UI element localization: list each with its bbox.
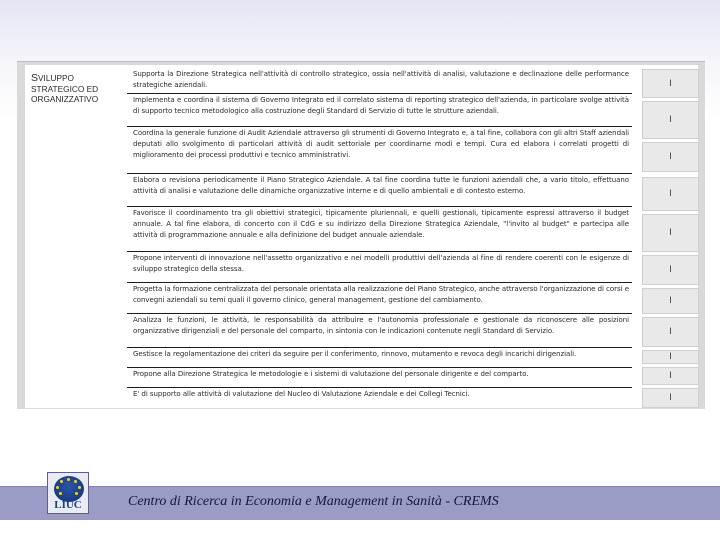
activity-text: E' di supporto alle attività di valutazione del Nucleo di Valutazione Aziendale e dei Collegi Tecnici. (133, 390, 470, 398)
mark-cell: I (642, 288, 699, 314)
mark-cell: I (642, 350, 699, 364)
activity-row (127, 207, 632, 252)
activity-row (127, 314, 632, 348)
activities-table (25, 65, 698, 408)
activity-row (127, 174, 632, 207)
logo-star-icon (75, 492, 78, 495)
mark-cell: I (642, 142, 699, 172)
logo-star-icon (59, 492, 62, 495)
logo-star-icon (67, 478, 70, 481)
activity-row (127, 348, 632, 368)
activity-rows (127, 68, 632, 398)
activity-text: Coordina la generale funzione di Audit Aziendale attraverso gli strumenti di Governo Integrato e, a tal fine, collabora con gli altri Staff aziendali deputati allo svolgimento di particolari attività di audit settoriale per coordinarne modi e tempi. Cura ed elabora i correlati progetti di miglioramento dei processi produttivi e tecnico amministrativi. (133, 129, 629, 160)
activity-text: Progetta la formazione centralizzata del personale orientata alla realizzazione del Piano Strategico, anche attraverso l'organizzazione di corsi e convegni aziendali su temi quali il governo clinico, general management, gestione del cambiamento. (133, 285, 629, 305)
activity-row (127, 388, 632, 408)
mark-cell: I (642, 388, 699, 408)
activity-row (127, 127, 632, 174)
mark-cell: I (642, 255, 699, 285)
activity-row (127, 94, 632, 127)
section-title-line: ORGANIZZATIVO (31, 94, 99, 104)
activity-text: Propone interventi di innovazione nell'assetto organizzativo e nei modelli produttivi dell'azienda al fine di rendere coerenti con le esigenze di sviluppo strategico della stessa. (133, 254, 629, 274)
section-title-line: SVILUPPO (31, 72, 74, 84)
activity-row (127, 252, 632, 283)
logo-star-icon (56, 486, 59, 489)
section-title (31, 73, 117, 105)
activity-text: Implementa e coordina il sistema di Governo Integrato ed il correlato sistema di reporting strategico dell'azienda, in particolare svolge attività di supporto tecnico metodologico alla costruzione degli Standard di Servizio di tutte le strutture aziendali. (133, 96, 629, 116)
activity-row (127, 283, 632, 314)
footer-text: Centro di Ricerca in Economia e Management in Sanità - CREMS (128, 494, 499, 509)
footer-bar (0, 486, 720, 520)
mark-cell: I (642, 177, 699, 211)
document-panel (17, 61, 705, 409)
mark-cell: I (642, 367, 699, 385)
mark-cell: I (642, 317, 699, 347)
section-title-line: STRATEGICO ED (31, 83, 99, 94)
logo-star-icon (78, 486, 81, 489)
logo-text: LIUC (54, 499, 82, 511)
activity-text: Analizza le funzioni, le attività, le responsabilità da attribuire e l'autonomia professionale e gestionale da riconoscere alle posizioni organizzative dirigenziali e del personale del comparto, in sintonia con le indicazioni contenute negli Standard di Servizio. (133, 316, 629, 336)
logo-star-icon (74, 480, 77, 483)
activity-text: Propone alla Direzione Strategica le metodologie e i sistemi di valutazione del personale dirigente e del comparto. (133, 370, 529, 378)
mark-cell: I (642, 214, 699, 252)
mark-cell: I (642, 69, 699, 98)
activity-row (127, 368, 632, 388)
activity-text: Gestisce la regolamentazione dei criteri da seguire per il conferimento, rinnovo, mutamento e revoca degli incarichi dirigenziali. (133, 350, 577, 358)
mark-cell: I (642, 101, 699, 139)
liuc-logo (47, 472, 89, 514)
activity-row (127, 68, 632, 94)
activity-text: Favorisce il coordinamento tra gli obiettivi strategici, tipicamente pluriennali, e quelli gestionali, tipicamente espressi attraverso il budget annuale. A tal fine elabora, di concerto con il CdG e su indirizzo della Direzione Strategica Aziendale, "l'invito al budget" e partecipa alle attività di programmazione annuale e alla definizione del budget annuale aziendale. (133, 209, 629, 240)
activity-text: Elabora o revisiona periodicamente il Piano Strategico Aziendale. A tal fine coordina tutte le funzioni aziendali che, a vario titolo, effettuano attività di analisi e valutazione delle dinamiche organizzative interne e di quello ambientali e di contesto esterno. (133, 176, 629, 196)
activity-text: Supporta la Direzione Strategica nell'attività di controllo strategico, ossia nell'attività di analisi, valutazione e declinazione delle performance strategiche aziendali. (133, 70, 629, 90)
logo-star-icon (60, 480, 63, 483)
